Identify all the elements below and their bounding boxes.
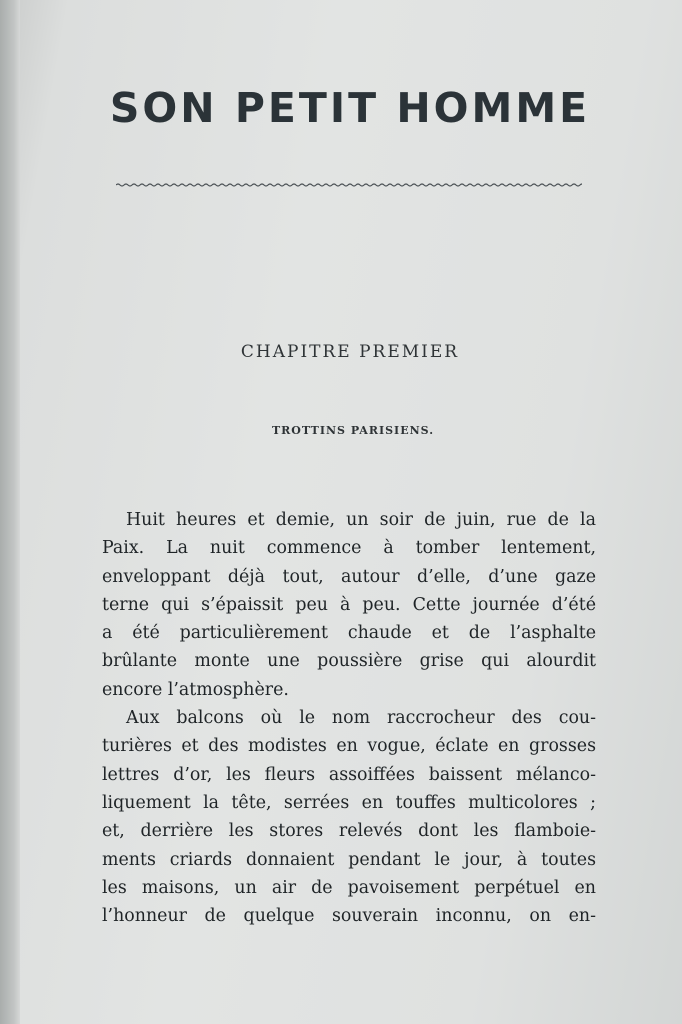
text-line: Paix. La nuit commence à tomber lentement, [102,538,596,559]
body-text [102,506,596,930]
text-line: les maisons, un air de pavoisement perpétuel en [102,877,596,898]
page-gutter [0,0,20,1024]
text-line: ments criards donnaient pendant le jour, à toutes [102,849,596,870]
text-line: turières et des modistes en vogue, éclate en grosses [102,736,596,757]
book-title: SON PETIT HOMME [109,84,591,132]
text-line: encore l’atmosphère. [102,679,289,700]
wavy-rule-divider [116,179,582,191]
text-line: et, derrière les stores relevés dont les flamboie- [102,821,596,842]
text-line: liquement la tête, serrées en touffes multicolores ; [102,792,596,813]
paragraph-1 [102,506,596,704]
chapter-subtitle: TROTTINS PARISIENS. [271,424,435,437]
text-line: lettres d’or, les fleurs assoiffées baissent mélanco- [102,764,596,785]
text-line: l’honneur de quelque souverain inconnu, on en- [102,906,596,927]
text-line: terne qui s’épaissit peu à peu. Cette journée d’été [102,594,596,615]
chapter-heading: CHAPITRE PREMIER [240,342,460,362]
text-line: a été particulièrement chaude et de l’asphalte [102,623,596,644]
text-line: Huit heures et demie, un soir de juin, rue de la [126,510,596,530]
text-line: Aux balcons où le nom raccrocheur des cou- [126,708,596,729]
text-line: enveloppant déjà tout, autour d’elle, d’une gaze [102,566,596,587]
paragraph-2 [102,704,596,930]
text-line: brûlante monte une poussière grise qui alourdit [102,651,596,672]
